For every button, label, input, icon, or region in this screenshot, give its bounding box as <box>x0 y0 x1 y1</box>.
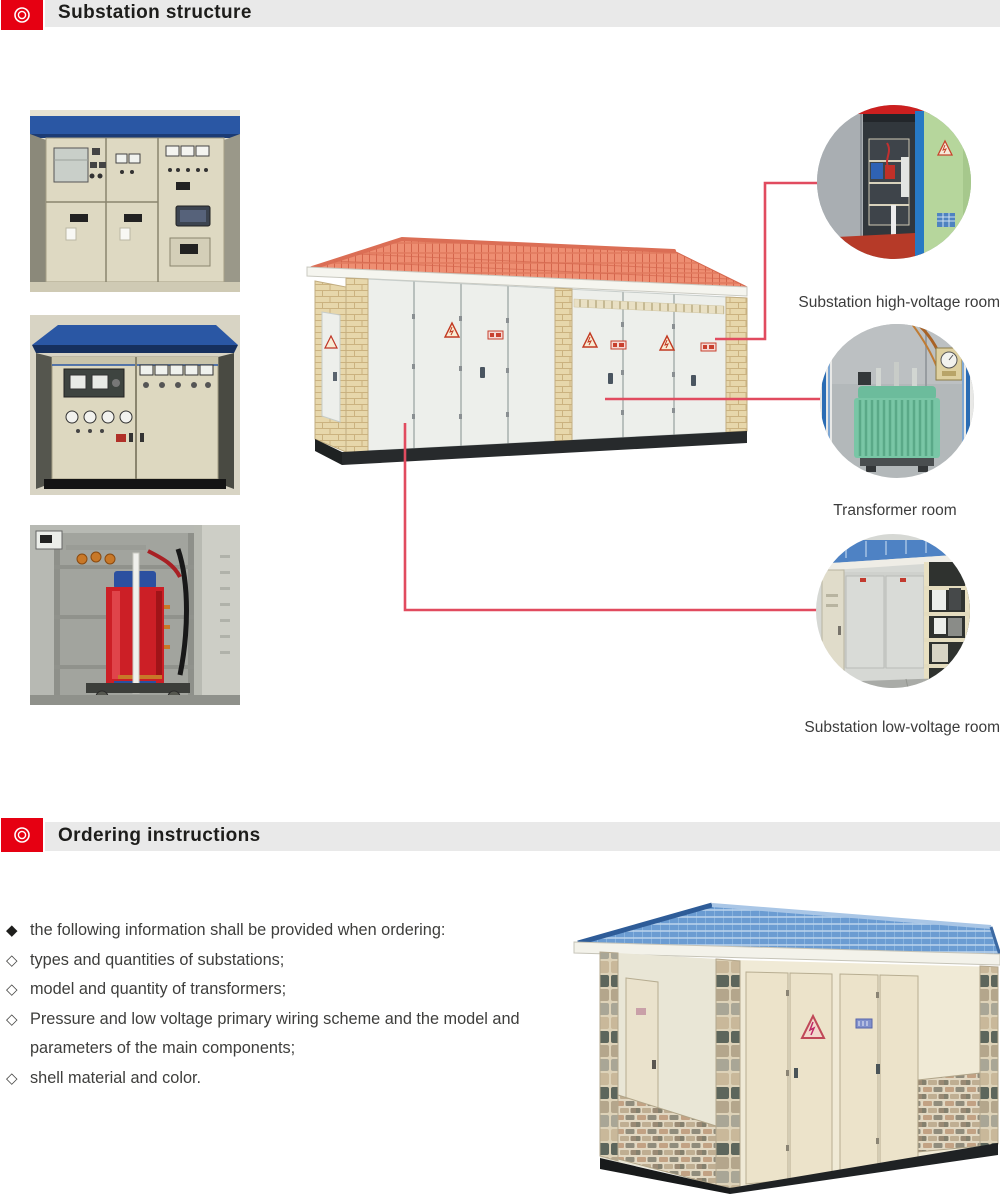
target-icon <box>12 825 32 845</box>
list-item <box>6 975 581 1005</box>
switchgear-cabinet-photo <box>30 110 240 292</box>
list-item-text: shell material and color. <box>30 1068 202 1087</box>
list-item <box>6 946 581 976</box>
list-item-text: model and quantity of transformers; <box>30 980 287 998</box>
section-title-ordering: Ordering instructions <box>58 825 261 846</box>
substation-illustration <box>306 224 750 468</box>
list-item-text: the following information shall be provided when ordering: <box>30 921 446 939</box>
section-marker-icon <box>1 0 43 30</box>
list-item-text: Pressure and low voltage primary wiring scheme and the model and parameters of the main components; <box>30 1009 520 1057</box>
list-item-text: types and quantities of substations; <box>30 950 285 969</box>
list-item <box>6 1064 581 1094</box>
list-item <box>6 916 581 946</box>
label-transformer-room: Transformer room <box>833 502 957 519</box>
label-low-voltage-room: Substation low-voltage room <box>804 719 1000 736</box>
high-voltage-room-photo <box>817 105 971 259</box>
diamond-open-icon: ◇ <box>6 981 18 998</box>
label-high-voltage-room: Substation high-voltage room <box>798 294 1000 311</box>
substation-exterior-illustration <box>570 890 1000 1194</box>
diamond-filled-icon: ◆ <box>6 922 18 939</box>
diamond-open-icon: ◇ <box>6 1069 18 1087</box>
ordering-list <box>6 916 581 1093</box>
dry-transformer-photo <box>30 525 240 705</box>
target-icon <box>12 5 32 25</box>
list-item <box>6 1005 581 1064</box>
section-header-ordering <box>0 818 1000 854</box>
section-marker-icon <box>1 818 43 852</box>
low-voltage-room-photo <box>816 534 970 688</box>
diamond-open-icon: ◇ <box>6 1010 18 1028</box>
diamond-open-icon: ◇ <box>6 951 18 969</box>
section-title-structure: Substation structure <box>58 2 252 23</box>
section-header-structure <box>0 0 1000 36</box>
lv-panel-photo <box>30 315 240 495</box>
transformer-room-photo <box>820 324 974 478</box>
